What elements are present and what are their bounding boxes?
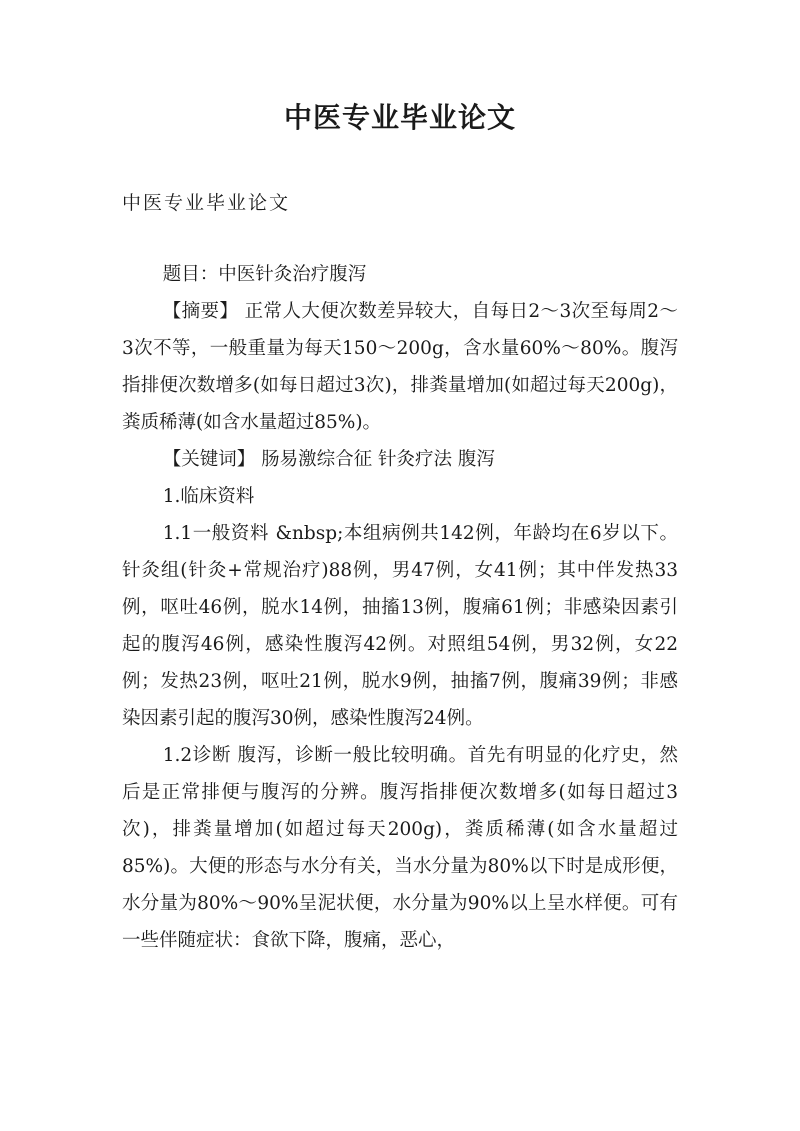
- document-body: [122, 256, 678, 959]
- document-title: 中医专业毕业论文: [283, 101, 516, 134]
- paragraph-keywords: 【关键词】 肠易激综合征 针灸疗法 腹泻: [162, 449, 495, 470]
- paragraph-abstract: 【摘要】 正常人大便次数差异较大，自每日2～3次至每周2～3次不等，一般重量为每天150～200g，含水量60%～80%。腹泻指排便次数增多(如每日超过3次)，排粪量增加(如超过每天200g)，粪质稀薄(如含水量超过85%)。: [122, 301, 678, 433]
- document-subtitle: 中医专业毕业论文: [122, 192, 291, 214]
- paragraph-diagnosis: 1.2诊断 腹泻，诊断一般比较明确。首先有明显的化疗史，然后是正常排便与腹泻的分辨。腹泻指排便次数增多(如每日超过3次)，排粪量增加(如超过每天200g)，粪质稀薄(如含水量超过85%)。大便的形态与水分有关，当水分量为80%以下时是成形便，水分量为80%～90%呈泥状便，水分量为90%以上呈水样便。可有一些伴随症状：食欲下降，腹痛，恶心，: [122, 745, 678, 951]
- paragraph-general-data: 1.1一般资料 &nbsp;本组病例共142例，年龄均在6岁以下。针灸组(针灸+常规治疗)88例，男47例，女41例；其中伴发热33例，呕吐46例，脱水14例，抽搐13例，腹痛61例；非感染因素引起的腹泻46例，感染性腹泻42例。对照组54例，男32例，女22例；发热23例，呕吐21例，脱水9例，抽搐7例，腹痛39例；非感染因素引起的腹泻30例，感染性腹泻24例。: [122, 523, 678, 729]
- section-heading-clinical-data: 1.临床资料: [162, 486, 255, 507]
- paragraph-topic: 题目：中医针灸治疗腹泻: [162, 264, 367, 285]
